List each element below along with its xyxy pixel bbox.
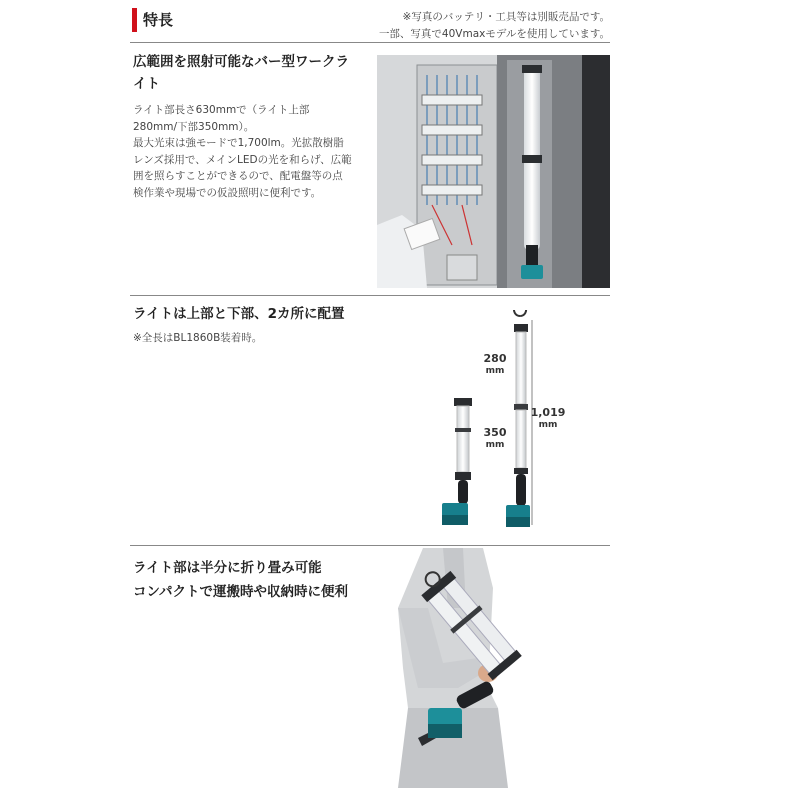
header-accent-bar <box>132 8 137 32</box>
section1-title-line-1: 広範囲を照射可能なバー型ワークラ <box>133 54 349 70</box>
total-dimension <box>528 407 568 431</box>
lower-dimension <box>479 427 511 451</box>
section2-note: ※全長はBL1860B装着時。 <box>133 332 263 344</box>
product-dimension-figure <box>420 310 600 535</box>
section1-title <box>133 51 373 95</box>
header-note-1: ※写真のバッテリ・工具等は別販売品です。 <box>402 11 610 23</box>
total-dimension-value: 1,019 <box>530 406 566 419</box>
section1-body-line: ライト部長さ630mmで（ライト上部 <box>133 104 310 116</box>
section3-title-line-2: コンパクトで運搬時や収納時に便利 <box>133 584 349 600</box>
header-notes <box>379 9 610 43</box>
section3-title <box>133 556 348 604</box>
page-title: 特長 <box>143 11 174 29</box>
total-dimension-unit: mm <box>538 420 558 430</box>
panel-light-photo <box>377 55 610 288</box>
upper-dimension <box>479 353 511 377</box>
section1-body-line: 最大光束は強モードで1,700lm。光拡散樹脂 <box>133 137 344 149</box>
upper-dimension-value: 280 <box>483 352 507 365</box>
worker-carrying-light-photo <box>388 548 610 788</box>
section1-body-line: 囲を照らすことができるので、配電盤等の点 <box>133 170 343 182</box>
section1-title-line-2: イト <box>133 76 160 92</box>
divider <box>130 545 610 546</box>
section1-body <box>133 102 373 201</box>
lower-dimension-unit: mm <box>485 440 505 450</box>
lower-dimension-value: 350 <box>483 426 507 439</box>
divider <box>130 295 610 296</box>
divider <box>130 42 610 43</box>
section1-body-line: レンズ採用で、メインLEDの光を和らげ、広範 <box>133 153 352 166</box>
section2-title: ライトは上部と下部、2カ所に配置 <box>133 306 345 322</box>
section3-title-line-1: ライト部は半分に折り畳み可能 <box>133 560 322 576</box>
header-note-2: 一部、写真で40Vmaxモデルを使用しています。 <box>378 28 610 40</box>
upper-dimension-unit: mm <box>485 366 505 376</box>
section1-body-line: 280mm/下部350mm）。 <box>133 120 255 133</box>
section1-body-line: 検作業や現場での仮設照明に便利です。 <box>133 186 322 199</box>
